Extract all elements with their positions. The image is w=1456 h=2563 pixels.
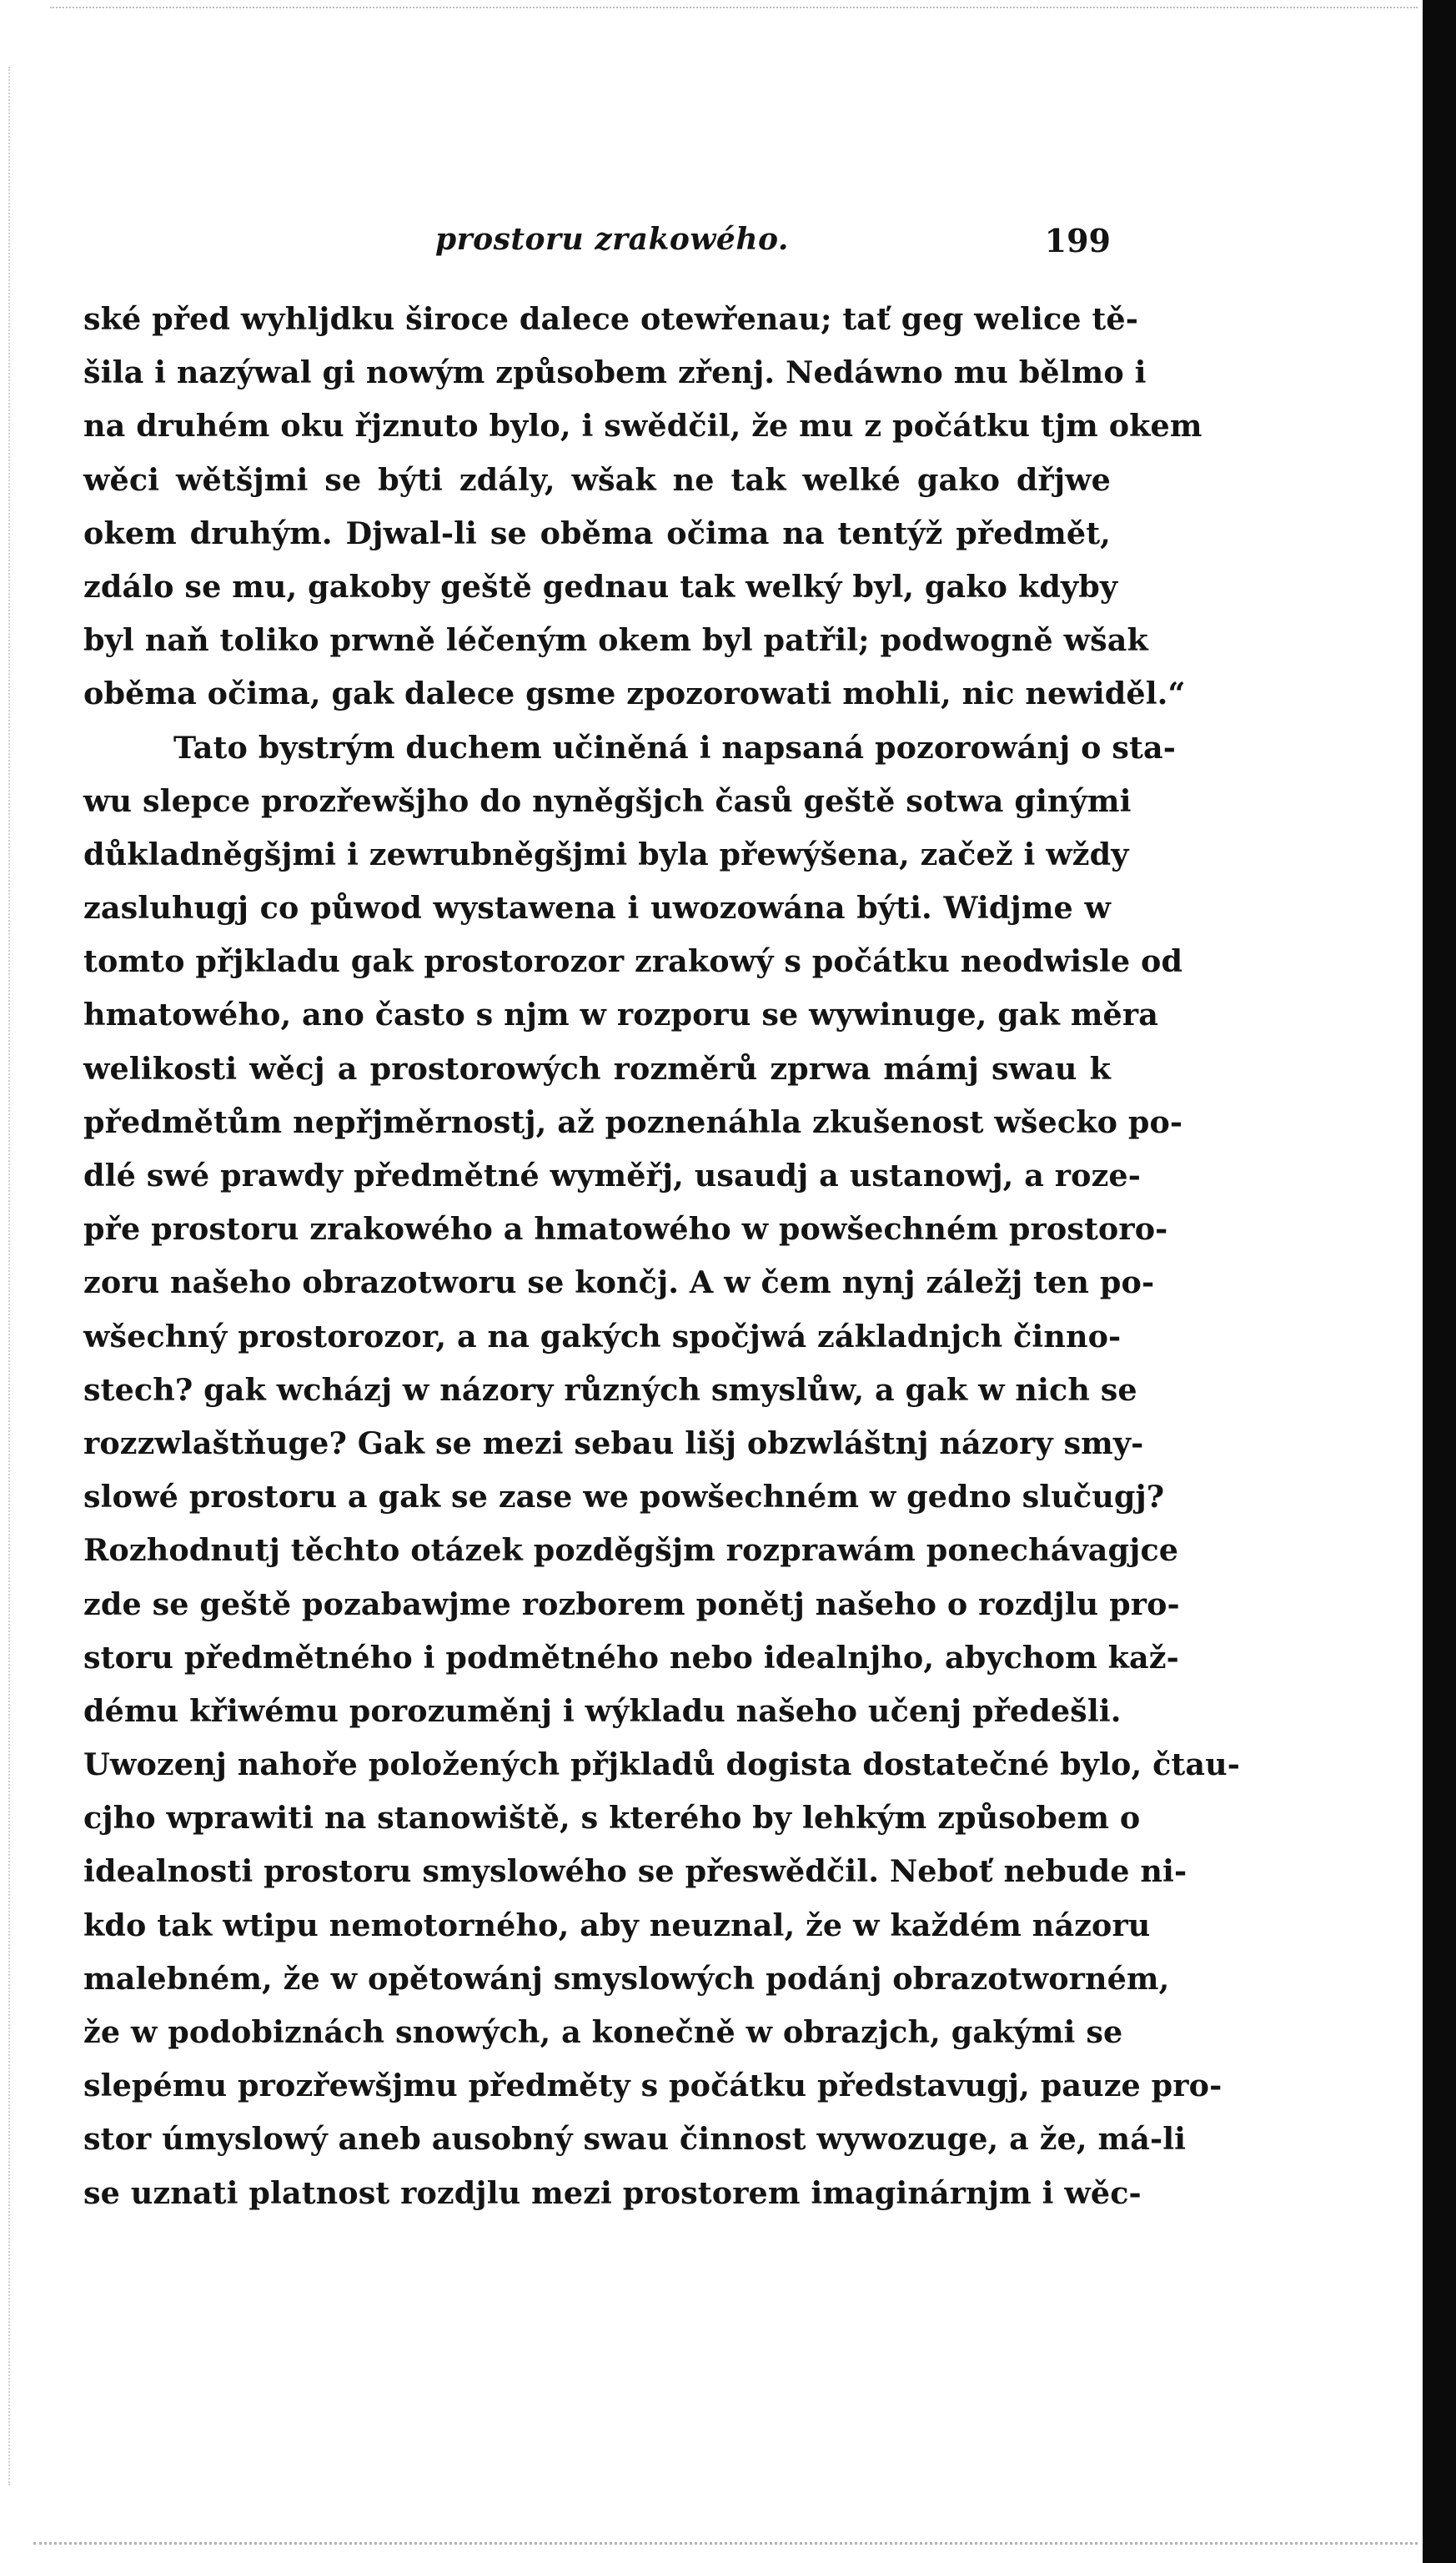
text-line: Rozhodnutj těchto otázek pozděgšjm rozprawám ponechávagjce	[83, 1532, 1179, 1569]
text-line: wu slepce prozřewšjho do nyněgšjch časů geště sotwa ginými	[83, 782, 1132, 819]
running-title: prostoru zrakowého.	[435, 222, 789, 257]
scan-edge-top	[50, 7, 1418, 13]
text-line: zoru našeho obrazotworu se končj. A w čem nynj záležj ten po-	[83, 1264, 1155, 1301]
text-line: šila i nazýwal gi nowým způsobem zřenj. Nedáwno mu bělmo i	[83, 354, 1147, 391]
text-line: welikosti wěcj a prostorowých rozměrů zprwa mámj swau k	[83, 1050, 1111, 1087]
text-line: wšechný prostorozor, a na gakých spočjwá základnjch činno-	[83, 1318, 1122, 1354]
text-line: že w podobiznách snowých, a konečně w obrazjch, gakými se	[83, 2014, 1123, 2050]
scan-edge-bottom	[33, 2535, 1418, 2545]
text-line: pře prostoru zrakowého a hmatowého w powšechném prostoro-	[83, 1211, 1168, 1248]
text-line: hmatowého, ano často s njm w rozporu se wywinuge, gak měra	[83, 997, 1158, 1033]
page-number: 199	[1044, 222, 1111, 259]
text-line: kdo tak wtipu nemotorného, aby neuznal, že w každém názoru	[83, 1907, 1151, 1943]
text-line: slowé prostoru a gak se zase we powšechném w gedno slučugj?	[83, 1479, 1165, 1515]
text-line: dlé swé prawdy předmětné wyměřj, usaudj a ustanowj, a roze-	[83, 1158, 1141, 1194]
text-line: na druhém oku řjznuto bylo, i swědčil, že mu z počátku tjm okem	[83, 408, 1202, 445]
text-line: se uznati platnost rozdjlu mezi prostorem imaginárnjm i wěc-	[83, 2174, 1142, 2211]
page-header	[83, 219, 1111, 269]
text-line: byl naň toliko prwně léčeným okem byl patřil; podwogně wšak	[83, 622, 1148, 659]
scan-edge-left	[8, 67, 13, 2485]
text-line: předmětům nepřjměrnostj, až poznenáhla zkušenost wšecko po-	[83, 1103, 1183, 1140]
text-line: malebném, že w opětowánj smyslowých podánj obrazotworném,	[83, 1960, 1170, 1997]
text-line: okem druhým. Djwal-li se oběma očima na tentýž předmět,	[83, 515, 1111, 551]
body-text	[83, 293, 1240, 2220]
text-line: ské před wyhljdku široce dalece otewřenau; tať geg welice tě-	[83, 301, 1138, 337]
text-line: zdálo se mu, gakoby geště gednau tak welký byl, gako kdyby	[83, 568, 1118, 605]
text-line: rozzwlaštňuge? Gak se mezi sebau lišj obzwláštnj názory smy-	[83, 1425, 1144, 1461]
text-line: tomto přjkladu gak prostorozor zrakowý s počátku neodwisle od	[83, 943, 1183, 980]
text-line: dému křiwému porozuměnj i wýkladu našeho učenj předešli.	[83, 1692, 1122, 1729]
text-line: důkladněgšjmi i zewrubněgšjmi byla přewýšena, začež i wždy	[83, 836, 1129, 872]
scan-border-right	[1423, 0, 1456, 2563]
text-line: stor úmyslowý aneb ausobný swau činnost wywozuge, a že, má-li	[83, 2121, 1187, 2158]
text-line: Tato bystrým duchem učiněná i napsaná pozorowánj o sta-	[173, 729, 1176, 766]
text-line: oběma očima, gak dalece gsme zpozorowati mohli, nic newiděl.“	[83, 676, 1186, 712]
text-line: zde se geště pozabawjme rozborem ponětj našeho o rozdjlu pro-	[83, 1586, 1180, 1622]
text-line: stech? gak wcházj w názory různých smyslůw, a gak w nich se	[83, 1371, 1137, 1408]
text-line: idealnosti prostoru smyslowého se přeswědčil. Neboť nebude ni-	[83, 1853, 1187, 1890]
text-line: wěci wětšjmi se býti zdály, wšak ne tak welké gako dřjwe	[83, 461, 1111, 498]
text-line: storu předmětného i podmětného nebo idealnjho, abychom kaž-	[83, 1639, 1179, 1676]
text-line: cjho wprawiti na stanowiště, s kterého by lehkým způsobem o	[83, 1800, 1141, 1837]
text-line: slepému prozřewšjmu předměty s počátku představugj, pauze pro-	[83, 2068, 1223, 2104]
text-line: Uwozenj nahoře položených přjkladů dogista dostatečné bylo, čtau-	[83, 1746, 1240, 1783]
text-line: zasluhugj co půwod wystawena i uwozowána býti. Widjme w	[83, 890, 1111, 927]
